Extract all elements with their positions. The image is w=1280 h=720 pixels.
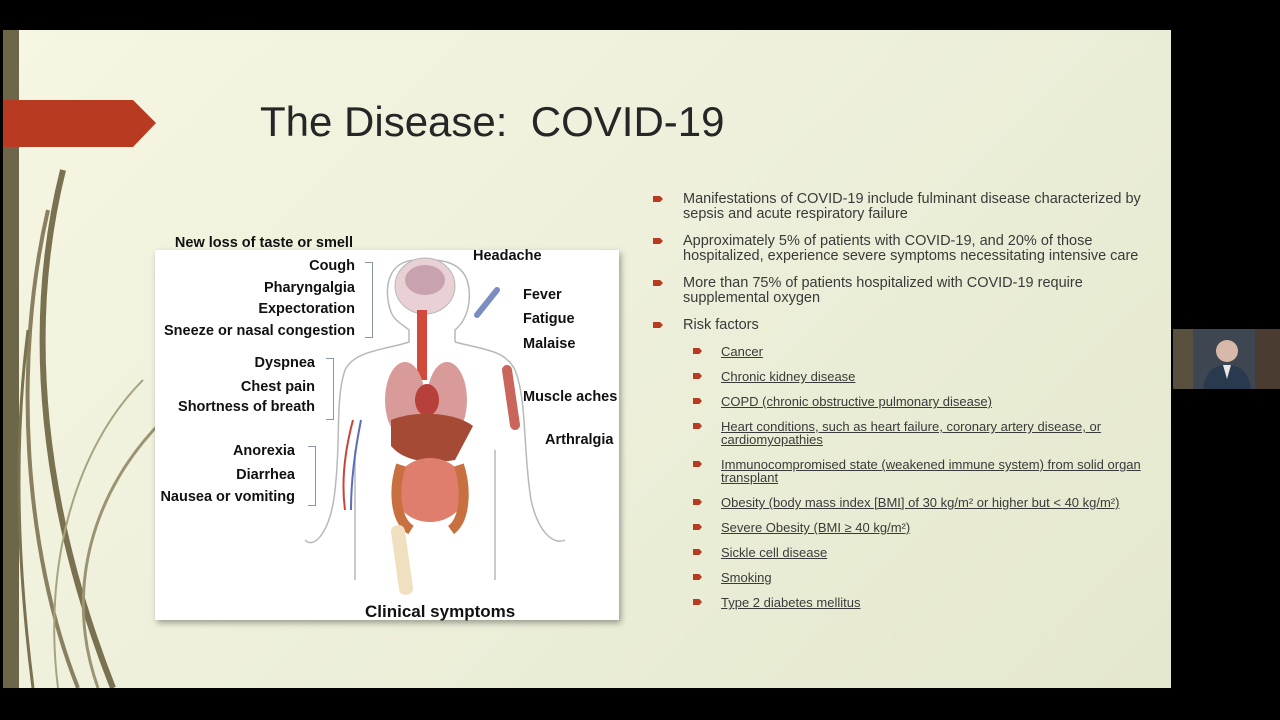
risk-factor-link[interactable]: Type 2 diabetes mellitus <box>651 596 1151 609</box>
slide-title: The Disease: COVID-19 <box>260 98 725 145</box>
bracket-chest <box>326 358 334 420</box>
label-headache: Headache <box>473 248 542 264</box>
risk-factor-link[interactable]: Heart conditions, such as heart failure, coronary artery disease, or cardiomyopathies <box>651 420 1151 446</box>
risk-factor-link[interactable]: COPD (chronic obstructive pulmonary disease) <box>651 395 1151 408</box>
risk-factor-link[interactable]: Severe Obesity (BMI ≥ 40 kg/m²) <box>651 521 1151 534</box>
bullet-item: Manifestations of COVID-19 include fulminant disease characterized by sepsis and acute respiratory failure <box>651 192 1151 222</box>
label-cough: Cough <box>309 258 355 274</box>
bracket-upper <box>365 262 373 338</box>
risk-factor-link[interactable]: Obesity (body mass index [BMI] of 30 kg/m² or higher but < 40 kg/m²) <box>651 496 1151 509</box>
label-fever: Fever <box>523 287 562 303</box>
risk-factor-link[interactable]: Sickle cell disease <box>651 546 1151 559</box>
bullet-item: More than 75% of patients hospitalized with COVID-19 require supplemental oxygen <box>651 276 1151 306</box>
risk-factor-link[interactable]: Immunocompromised state (weakened immune system) from solid organ transplant <box>651 458 1151 484</box>
title-arrow-accent <box>3 100 156 147</box>
label-muscle-aches: Muscle aches <box>523 389 618 405</box>
bullet-list <box>651 192 1151 621</box>
label-sneeze: Sneeze or nasal congestion <box>164 323 355 339</box>
presenter-webcam <box>1173 329 1280 389</box>
bullet-item: Risk factors <box>651 318 1151 333</box>
label-dyspnea: Dyspnea <box>254 355 315 371</box>
label-pharyngalgia: Pharyngalgia <box>263 280 355 296</box>
label-shortness-breath: Shortness of breath <box>178 399 315 415</box>
slide <box>3 30 1171 688</box>
label-arthralgia: Arthralgia <box>545 432 614 448</box>
bracket-digestive <box>308 446 316 506</box>
label-nausea: Nausea or vomiting <box>160 489 295 505</box>
label-anorexia: Anorexia <box>232 443 295 459</box>
label-diarrhea: Diarrhea <box>236 467 295 483</box>
risk-factor-list <box>651 345 1151 609</box>
presenter-avatar <box>1173 329 1280 389</box>
label-taste-smell: New loss of taste or smell <box>174 235 353 251</box>
label-fatigue: Fatigue <box>523 311 575 327</box>
risk-factor-link[interactable]: Chronic kidney disease <box>651 370 1151 383</box>
label-expectoration: Expectoration <box>258 301 355 317</box>
risk-factor-link[interactable]: Cancer <box>651 345 1151 358</box>
label-malaise: Malaise <box>523 336 576 352</box>
bullet-item: Approximately 5% of patients with COVID-19, and 20% of those hospitalized, experience severe symptoms necessitating intensive care <box>651 234 1151 264</box>
label-chest-pain: Chest pain <box>240 379 315 395</box>
figure-caption: Clinical symptoms <box>365 602 516 621</box>
risk-factor-link[interactable]: Smoking <box>651 571 1151 584</box>
